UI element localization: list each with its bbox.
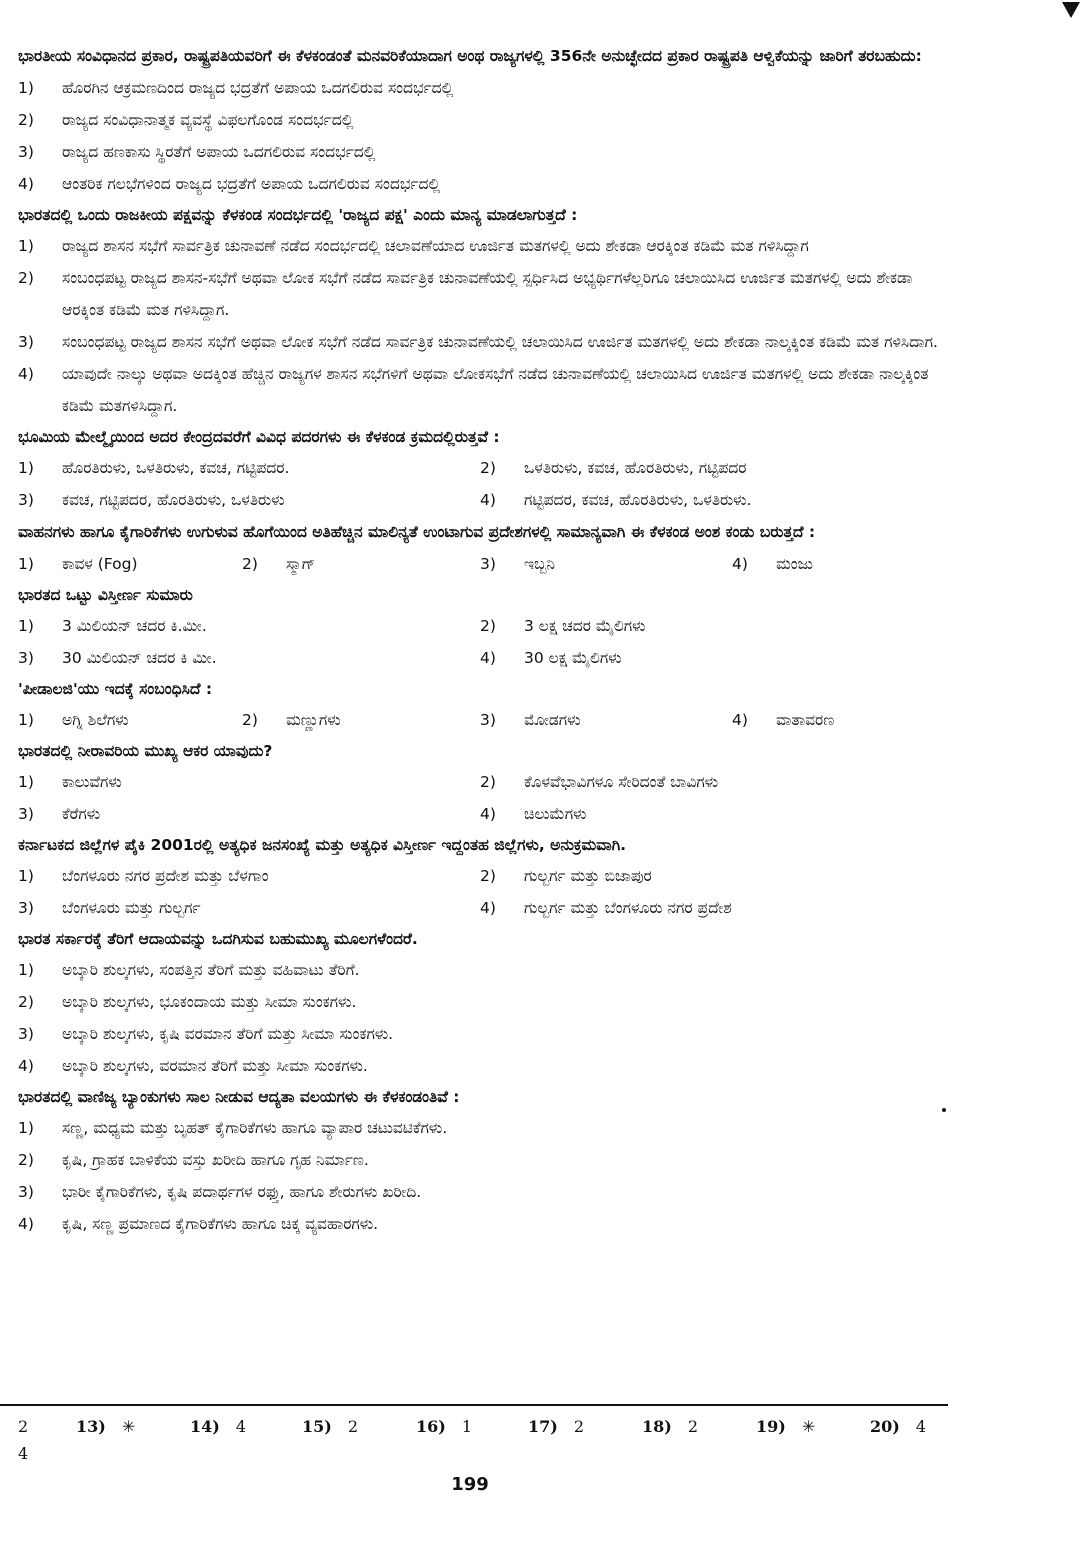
answer-key-carry: 4 — [18, 1444, 29, 1463]
answer-13: 13) ✳ — [76, 1417, 136, 1436]
option: 1) ಕಾಲುವೆಗಳು — [18, 773, 122, 791]
answer-19: 19) ✳ — [756, 1417, 816, 1436]
option: 3) 30 ಮಿಲಿಯನ್ ಚದರ ಕಿ ಮೀ. — [18, 649, 217, 667]
option: 2) ಮಣ್ಣುಗಳು — [242, 711, 341, 729]
option-grid — [18, 548, 958, 580]
option: 2) ಕೃಷಿ, ಗ್ರಾಹಕ ಬಾಳಿಕೆಯ ವಸ್ತು ಖರೀದಿ ಹಾಗೂ ಗೃಹ ನಿರ್ಮಾಣ. — [18, 1151, 369, 1169]
corner-arrow-mark — [1062, 2, 1080, 18]
option: 1) ಹೊರತಿರುಳು, ಒಳತಿರುಳು, ಕವಚ, ಗಟ್ಟಿಪದರ. — [18, 459, 290, 477]
answer-18: 18) 2 — [642, 1417, 699, 1436]
question-1: ಭಾರತೀಯ ಸಂವಿಧಾನದ ಪ್ರಕಾರ, ರಾಷ್ಟ್ರಪತಿಯವರಿಗೆ ಈ ಕೆಳಕಂಡಂತೆ ಮನವರಿಕೆಯಾದಾಗ ಅಂಥ ರಾಜ್ಯಗಳಲ್ಲಿ 356ನೇ ಅನುಚ್ಛೇದದ ಪ್ರಕಾರ ರಾಷ್ಟ್ರಪತಿ ಆಳ್ವಿಕೆಯನ್ನು ಜಾರಿಗೆ ತರಬಹುದು: — [18, 47, 922, 65]
option: 3) ಕವಚ, ಗಟ್ಟಿಪದರ, ಹೊರತಿರುಳು, ಒಳತಿರುಳು — [18, 491, 285, 509]
option: 3) ಬೆಂಗಳೂರು ಮತ್ತು ಗುಲ್ಬರ್ಗ — [18, 899, 201, 917]
option: 1) ಅಬ್ಕಾರಿ ಶುಲ್ಕಗಳು, ಸಂಪತ್ತಿನ ತೆರಿಗೆ ಮತ್ತು ವಹಿವಾಟು ತೆರಿಗೆ. — [18, 961, 360, 979]
answer-14: 14) 4 — [190, 1417, 247, 1436]
option: 1) ಸಣ್ಣ, ಮಧ್ಯಮ ಮತ್ತು ಬೃಹತ್ ಕೈಗಾರಿಕೆಗಳು ಹಾಗೂ ವ್ಯಾಪಾರ ಚಟುವಟಿಕೆಗಳು. — [18, 1119, 448, 1137]
option: 1) ಕಾವಳ (Fog) — [18, 555, 138, 573]
option: 4) ಮಂಜು — [732, 555, 813, 573]
option: 2) ಅಬ್ಕಾರಿ ಶುಲ್ಕಗಳು, ಭೂಕಂದಾಯ ಮತ್ತು ಸೀಮಾ ಸುಂಕಗಳು. — [18, 993, 357, 1011]
option: 2) ಒಳತಿರುಳು, ಕವಚ, ಹೊರತಿರುಳು, ಗಟ್ಟಿಪದರ — [480, 459, 747, 477]
option: 4) ಯಾವುದೇ ನಾಲ್ಕು ಅಥವಾ ಅದಕ್ಕಿಂತ ಹೆಚ್ಚಿನ ರಾಜ್ಯಗಳ ಶಾಸನ ಸಭೆಗಳಿಗೆ ಅಥವಾ ಲೋಕಸಭೆಗೆ ನಡೆದ ಚುನಾವಣೆಯಲ್ಲಿ ಚಲಾಯಿಸಿದ ಊರ್ಜಿತ ಮತಗಳಲ್ಲಿ ಅದು ಶೇಕಡಾ ನಾಲ್ಕಕ್ಕಿಂತ ಕಡಿಮೆ ಮತಗಳಿಸಿದ್ದಾಗ. — [18, 365, 929, 415]
option: 2) ಸಂಬಂಧಪಟ್ಟ ರಾಜ್ಯದ ಶಾಸನ-ಸಭೆಗೆ ಅಥವಾ ಲೋಕ ಸಭೆಗೆ ನಡೆದ ಸಾರ್ವತ್ರಿಕ ಚುನಾವಣೆಯಲ್ಲಿ ಸ್ಪರ್ಧಿಸಿದ ಅಭ್ಯರ್ಥಿಗಳೆಲ್ಲರಿಗೂ ಚಲಾಯಿಸಿದ ಊರ್ಜಿತ ಮತಗಳಲ್ಲಿ ಅದು ಶೇಕಡಾ ಆರಕ್ಕಿಂತ ಕಡಿಮೆ ಮತ ಗಳಿಸಿದ್ದಾಗ. — [18, 269, 913, 319]
option: 2) ಗುಲ್ಬರ್ಗ ಮತ್ತು ಬಿಜಾಪುರ — [480, 867, 652, 885]
option: 3) ಕೆರೆಗಳು — [18, 805, 101, 823]
option-grid — [18, 704, 958, 736]
option: 1) ಬೆಂಗಳೂರು ನಗರ ಪ್ರದೇಶ ಮತ್ತು ಬೆಳಗಾಂ — [18, 867, 269, 885]
option: 3) ಇಬ್ಬನಿ — [480, 555, 555, 573]
question-10: ಭಾರತದಲ್ಲಿ ವಾಣಿಜ್ಯ ಬ್ಯಾಂಕುಗಳು ಸಾಲ ನೀಡುವ ಆದ್ಯತಾ ವಲಯಗಳು ಈ ಕೆಳಕಂಡಂತಿವೆ : — [18, 1088, 460, 1106]
answer-key-divider — [0, 1404, 948, 1406]
question-3: ಭೂಮಿಯ ಮೇಲ್ಮೈಯಿಂದ ಅದರ ಕೇಂದ್ರದವರೆಗೆ ವಿವಿಧ ಪದರಗಳು ಈ ಕೆಳಕಂಡ ಕ್ರಮದಲ್ಲಿರುತ್ತವೆ : — [18, 428, 500, 446]
option: 4) ಗುಲ್ಬರ್ಗ ಮತ್ತು ಬೆಂಗಳೂರು ನಗರ ಪ್ರದೇಶ — [480, 899, 732, 917]
option-grid — [18, 610, 958, 674]
option: 3) ರಾಜ್ಯದ ಹಣಕಾಸು ಸ್ಥಿರತೆಗೆ ಅಪಾಯ ಒದಗಲಿರುವ ಸಂದರ್ಭದಲ್ಲಿ — [18, 143, 376, 161]
option: 2) ಸ್ಮಾಗ್ — [242, 555, 316, 573]
question-2: ಭಾರತದಲ್ಲಿ ಒಂದು ರಾಜಕೀಯ ಪಕ್ಷವನ್ನು ಕೆಳಕಂಡ ಸಂದರ್ಭದಲ್ಲಿ 'ರಾಜ್ಯದ ಪಕ್ಷ' ಎಂದು ಮಾನ್ಯ ಮಾಡಲಾಗುತ್ತದೆ : — [18, 206, 578, 224]
option: 2) 3 ಲಕ್ಷ ಚದರ ಮೈಲಿಗಳು — [480, 617, 646, 635]
option: 4) ಚಿಲುಮೆಗಳು — [480, 805, 587, 823]
option: 4) ಆಂತರಿಕ ಗಲಭೆಗಳಿಂದ ರಾಜ್ಯದ ಭದ್ರತೆಗೆ ಅಪಾಯ ಒದಗಲಿರುವ ಸಂದರ್ಭದಲ್ಲಿ — [18, 175, 441, 193]
option: 1) 3 ಮಿಲಿಯನ್ ಚದರ ಕಿ.ಮೀ. — [18, 617, 207, 635]
option: 3) ಮೋಡಗಳು — [480, 711, 581, 729]
answer-key-lead: 2 — [18, 1417, 29, 1436]
question-list — [18, 40, 958, 1240]
option: 1) ಅಗ್ನಿ ಶಿಲೆಗಳು — [18, 711, 129, 729]
option: 4) 30 ಲಕ್ಷ ಮೈಲಿಗಳು — [480, 649, 622, 667]
page-number: 199 — [451, 1474, 489, 1495]
option: 3) ಸಂಬಂಧಪಟ್ಟ ರಾಜ್ಯದ ಶಾಸನ ಸಭೆಗೆ ಅಥವಾ ಲೋಕ ಸಭೆಗೆ ನಡೆದ ಸಾರ್ವತ್ರಿಕ ಚುನಾವಣೆಯಲ್ಲಿ ಚಲಾಯಿಸಿದ ಊರ್ಜಿತ ಮತಗಳಲ್ಲಿ ಅದು ಶೇಕಡಾ ನಾಲ್ಕಕ್ಕಿಂತ ಕಡಿಮೆ ಮತ ಗಳಿಸಿದಾಗ. — [18, 333, 938, 351]
option-grid — [18, 860, 958, 924]
option: 4) ಅಬ್ಕಾರಿ ಶುಲ್ಕಗಳು, ವರಮಾನ ತೆರಿಗೆ ಮತ್ತು ಸೀಮಾ ಸುಂಕಗಳು. — [18, 1057, 368, 1075]
option-grid — [18, 452, 958, 516]
option: 2) ರಾಜ್ಯದ ಸಂವಿಧಾನಾತ್ಮಕ ವ್ಯವಸ್ಥೆ ವಿಫಲಗೊಂಡ ಸಂದರ್ಭದಲ್ಲಿ — [18, 111, 354, 129]
answer-17: 17) 2 — [528, 1417, 585, 1436]
option: 4) ಕೃಷಿ, ಸಣ್ಣ ಪ್ರಮಾಣದ ಕೈಗಾರಿಕೆಗಳು ಹಾಗೂ ಚಿಕ್ಕ ವ್ಯವಹಾರಗಳು. — [18, 1215, 379, 1233]
option: 4) ವಾತಾವರಣ — [732, 711, 835, 729]
option-grid — [18, 766, 958, 830]
option: 4) ಗಟ್ಟಿಪದರ, ಕವಚ, ಹೊರತಿರುಳು, ಒಳತಿರುಳು. — [480, 491, 752, 509]
answer-15: 15) 2 — [302, 1417, 359, 1436]
question-9: ಭಾರತ ಸರ್ಕಾರಕ್ಕೆ ತೆರಿಗೆ ಆದಾಯವನ್ನು ಒದಗಿಸುವ ಬಹುಮುಖ್ಯ ಮೂಲಗಳೆಂದರೆ. — [18, 930, 418, 948]
question-7: ಭಾರತದಲ್ಲಿ ನೀರಾವರಿಯ ಮುಖ್ಯ ಆಕರ ಯಾವುದು? — [18, 742, 273, 760]
option: 1) ಹೊರಗಿನ ಆಕ್ರಮಣದಿಂದ ರಾಜ್ಯದ ಭದ್ರತೆಗೆ ಅಪಾಯ ಒದಗಲಿರುವ ಸಂದರ್ಭದಲ್ಲಿ — [18, 79, 454, 97]
answer-20: 20) 4 — [870, 1417, 927, 1436]
option: 3) ಅಬ್ಕಾರಿ ಶುಲ್ಕಗಳು, ಕೃಷಿ ವರಮಾನ ತೆರಿಗೆ ಮತ್ತು ಸೀಮಾ ಸುಂಕಗಳು. — [18, 1025, 394, 1043]
question-8: ಕರ್ನಾಟಕದ ಜಿಲ್ಲೆಗಳ ಪೈಕಿ 2001ರಲ್ಲಿ ಅತ್ಯಧಿಕ ಜನಸಂಖ್ಯೆ ಮತ್ತು ಅತ್ಯಧಿಕ ವಿಸ್ತೀರ್ಣ ಇದ್ದಂತಹ ಜಿಲ್ಲೆಗಳು, ಅನುಕ್ರಮವಾಗಿ. — [18, 836, 627, 854]
answer-16: 16) 1 — [416, 1417, 473, 1436]
question-4: ವಾಹನಗಳು ಹಾಗೂ ಕೈಗಾರಿಕೆಗಳು ಉಗುಳುವ ಹೊಗೆಯಿಂದ ಅತಿಹೆಚ್ಚಿನ ಮಾಲಿನ್ಯತೆ ಉಂಟಾಗುವ ಪ್ರದೇಶಗಳಲ್ಲಿ ಸಾಮಾನ್ಯವಾಗಿ ಈ ಕೆಳಕಂಡ ಅಂಶ ಕಂಡು ಬರುತ್ತದೆ : — [18, 523, 816, 541]
question-6: 'ಪೀಡಾಲಜಿ'ಯು ಇದಕ್ಕೆ ಸಂಬಂಧಿಸಿದೆ : — [18, 680, 213, 698]
option: 2) ಕೊಳವೆಭಾವಿಗಳೂ ಸೇರಿದಂತೆ ಬಾವಿಗಳು — [480, 773, 719, 791]
answer-key — [18, 1412, 958, 1444]
question-5: ಭಾರತದ ಒಟ್ಟು ವಿಸ್ತೀರ್ಣ ಸುಮಾರು — [18, 586, 193, 604]
option: 1) ರಾಜ್ಯದ ಶಾಸನ ಸಭೆಗೆ ಸಾರ್ವತ್ರಿಕ ಚುನಾವಣೆ ನಡೆದ ಸಂದರ್ಭದಲ್ಲಿ ಚಲಾವಣೆಯಾದ ಊರ್ಜಿತ ಮತಗಳಲ್ಲಿ ಅದು ಶೇಕಡಾ ಆರಕ್ಕಿಂತ ಕಡಿಮೆ ಮತ ಗಳಿಸಿದ್ದಾಗ — [18, 237, 809, 255]
option: 3) ಭಾರೀ ಕೈಗಾರಿಕೆಗಳು, ಕೃಷಿ ಪದಾರ್ಥಗಳ ರಫ್ತು, ಹಾಗೂ ಶೇರುಗಳು ಖರೀದಿ. — [18, 1183, 422, 1201]
